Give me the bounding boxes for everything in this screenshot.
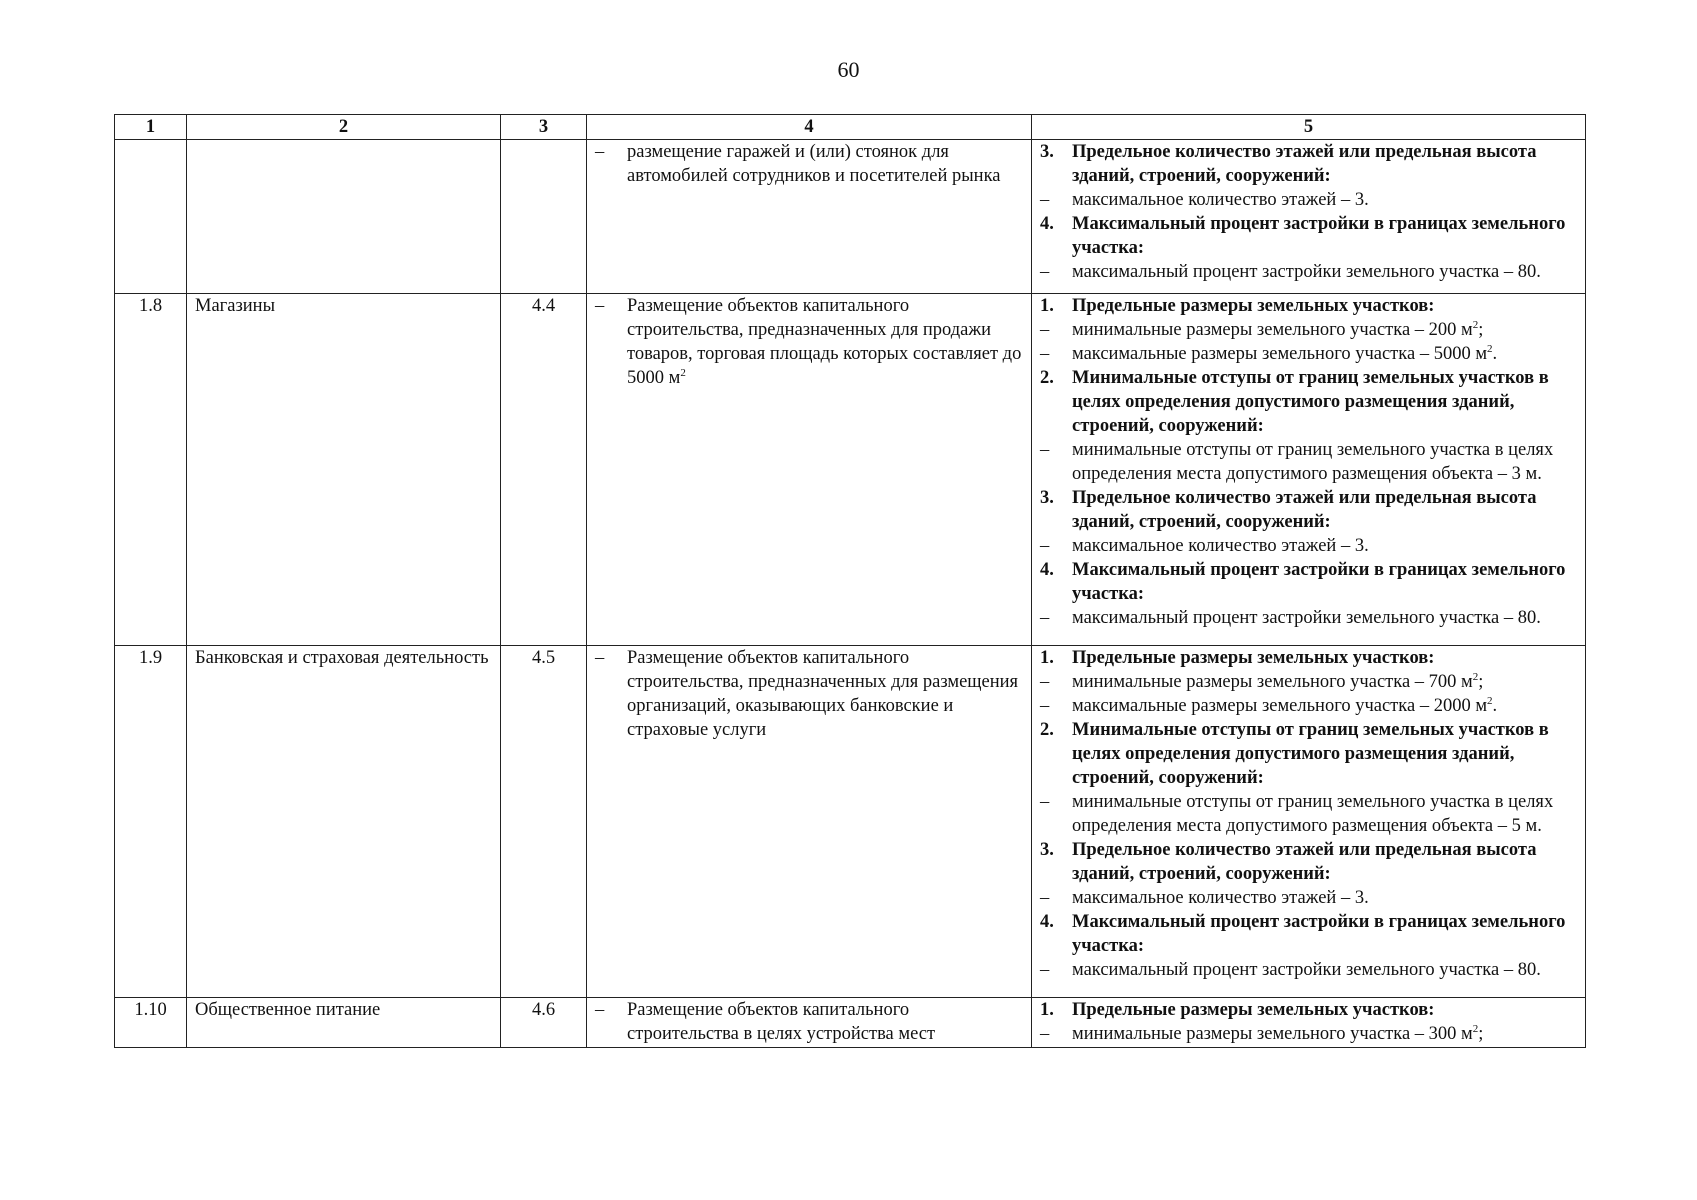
parameter-text-wrap [1072, 606, 1577, 630]
number-marker: 1. [1040, 1000, 1054, 1020]
dash-marker: – [1040, 696, 1050, 716]
parameter-text-wrap [1072, 212, 1577, 260]
number-marker: 4. [1040, 214, 1054, 234]
parameter-text-wrap [1072, 534, 1577, 558]
use-description [587, 998, 1032, 1048]
parameter-heading [1040, 294, 1577, 318]
parameter-item [1040, 342, 1577, 366]
dash-marker: – [595, 296, 605, 316]
number-marker: 3. [1040, 142, 1054, 162]
dash-marker: – [595, 1000, 605, 1020]
page-number: 60 [837, 57, 860, 82]
parameter-text: минимальные отступы от границ земельного участка в целях определения места допустимого размещения объекта – 5 м. [1072, 792, 1554, 836]
parameter-text: максимальный процент застройки земельного участка – 80. [1072, 960, 1541, 980]
table-row [115, 140, 1586, 294]
header-cell: 5 [1032, 115, 1586, 140]
parameter-item [1040, 1022, 1577, 1046]
parameter-text: максимальные размеры земельного участка – 5000 м [1072, 344, 1488, 364]
parameter-text-wrap [1072, 790, 1577, 838]
dash-marker: – [1040, 344, 1050, 364]
dash-marker: – [1040, 262, 1050, 282]
parameter-text: Минимальные отступы от границ земельных участков в целях определения допустимого размещения зданий, строений, сооружений: [1072, 368, 1549, 436]
description-text-wrap [627, 140, 1023, 188]
superscript: 2 [1487, 694, 1493, 707]
parameter-item [1040, 606, 1577, 630]
use-description [587, 140, 1032, 294]
number-marker: 1. [1040, 648, 1054, 668]
parameter-text: максимальное количество этажей – 3. [1072, 888, 1369, 908]
parameter-text: Минимальные отступы от границ земельных участков в целях определения допустимого размещения зданий, строений, сооружений: [1072, 720, 1549, 788]
parameter-text-wrap [1072, 294, 1577, 318]
dash-marker: – [1040, 960, 1050, 980]
superscript: 2 [1487, 342, 1493, 355]
parameter-text-wrap [1072, 558, 1577, 606]
number-marker: 2. [1040, 720, 1054, 740]
parameter-text-wrap [1072, 188, 1577, 212]
parameter-text: Предельные размеры земельных участков: [1072, 296, 1435, 316]
parameter-text-wrap [1072, 438, 1577, 486]
row-number: 1.8 [115, 294, 187, 646]
parameter-text-wrap [1072, 260, 1577, 284]
parameter-text-wrap [1072, 838, 1577, 886]
table-row [115, 646, 1586, 998]
number-marker: 1. [1040, 296, 1054, 316]
parameter-item [1040, 188, 1577, 212]
use-name: Общественное питание [187, 998, 501, 1048]
parameter-heading [1040, 486, 1577, 534]
parameter-text: Максимальный процент застройки в границах земельного участка: [1072, 912, 1566, 956]
row-number [115, 140, 187, 294]
punctuation: ; [1478, 672, 1484, 692]
dash-marker: – [1040, 440, 1050, 460]
number-marker: 3. [1040, 488, 1054, 508]
dash-marker: – [1040, 1024, 1050, 1044]
use-code: 4.5 [501, 646, 587, 998]
parameters [1032, 998, 1586, 1048]
parameter-text-wrap [1072, 646, 1577, 670]
parameter-text: максимальный процент застройки земельного участка – 80. [1072, 608, 1541, 628]
parameters [1032, 140, 1586, 294]
parameters [1032, 294, 1586, 646]
description-line [595, 140, 1023, 188]
parameter-item [1040, 886, 1577, 910]
row-number: 1.9 [115, 646, 187, 998]
parameter-text: Максимальный процент застройки в границах земельного участка: [1072, 560, 1566, 604]
description-text-wrap [627, 646, 1023, 742]
superscript: 2 [680, 366, 686, 379]
description-line [595, 998, 1023, 1046]
punctuation: . [1492, 344, 1498, 364]
number-marker: 3. [1040, 840, 1054, 860]
description-text: Размещение объектов капитального строительства в целях устройства мест [627, 1000, 936, 1044]
table-body [115, 140, 1586, 1048]
parameter-heading [1040, 646, 1577, 670]
table-row [115, 294, 1586, 646]
dash-marker: – [1040, 320, 1050, 340]
parameters [1032, 646, 1586, 998]
parameter-text: максимальное количество этажей – 3. [1072, 190, 1369, 210]
dash-marker: – [1040, 608, 1050, 628]
use-name: Магазины [187, 294, 501, 646]
use-code: 4.4 [501, 294, 587, 646]
parameter-text: Предельные размеры земельных участков: [1072, 648, 1435, 668]
use-code: 4.6 [501, 998, 587, 1048]
parameter-text: минимальные размеры земельного участка – 300 м [1072, 1024, 1473, 1044]
parameter-heading [1040, 140, 1577, 188]
header-cell: 3 [501, 115, 587, 140]
dash-marker: – [1040, 536, 1050, 556]
header-cell: 1 [115, 115, 187, 140]
parameter-text: минимальные отступы от границ земельного участка в целях определения места допустимого размещения объекта – 3 м. [1072, 440, 1554, 484]
number-marker: 4. [1040, 560, 1054, 580]
parameter-text-wrap [1072, 342, 1577, 366]
parameter-item [1040, 670, 1577, 694]
parameter-text: Предельное количество этажей или предельная высота зданий, строений, сооружений: [1072, 840, 1537, 884]
parameter-text-wrap [1072, 958, 1577, 982]
parameter-item [1040, 958, 1577, 982]
description-text: Размещение объектов капитального строительства, предназначенных для продажи товаров, торговая площадь которых составляет до 5000 м [627, 296, 1022, 388]
dash-marker: – [1040, 190, 1050, 210]
regulations-table [114, 114, 1586, 1048]
description-text-wrap [627, 998, 1023, 1046]
parameter-item [1040, 318, 1577, 342]
parameter-text-wrap [1072, 366, 1577, 438]
parameter-item [1040, 438, 1577, 486]
parameter-text: максимальные размеры земельного участка – 2000 м [1072, 696, 1488, 716]
parameter-text-wrap [1072, 694, 1577, 718]
parameter-text: Предельные размеры земельных участков: [1072, 1000, 1435, 1020]
parameter-heading [1040, 558, 1577, 606]
punctuation: ; [1478, 1024, 1484, 1044]
table-header [115, 115, 1586, 140]
parameter-text: минимальные размеры земельного участка – 700 м [1072, 672, 1473, 692]
superscript: 2 [1472, 670, 1479, 683]
use-name [187, 140, 501, 294]
parameter-heading [1040, 838, 1577, 886]
superscript: 2 [1472, 318, 1479, 331]
parameter-text-wrap [1072, 910, 1577, 958]
parameter-text-wrap [1072, 318, 1577, 342]
use-description [587, 646, 1032, 998]
table-row [115, 998, 1586, 1048]
use-name: Банковская и страховая деятельность [187, 646, 501, 998]
parameter-text-wrap [1072, 140, 1577, 188]
parameter-item [1040, 534, 1577, 558]
description-text-wrap [627, 294, 1023, 390]
parameter-text: максимальное количество этажей – 3. [1072, 536, 1369, 556]
parameter-heading [1040, 366, 1577, 438]
use-code [501, 140, 587, 294]
parameter-text-wrap [1072, 1022, 1577, 1046]
number-marker: 2. [1040, 368, 1054, 388]
header-cell: 4 [587, 115, 1032, 140]
description-text: размещение гаражей и (или) стоянок для автомобилей сотрудников и посетителей рынка [627, 142, 1001, 186]
description-line [595, 294, 1023, 390]
parameter-text: Максимальный процент застройки в границах земельного участка: [1072, 214, 1566, 258]
dash-marker: – [595, 142, 605, 162]
parameter-item [1040, 694, 1577, 718]
parameter-text-wrap [1072, 998, 1577, 1022]
parameter-text-wrap [1072, 670, 1577, 694]
header-row [115, 115, 1586, 140]
header-cell: 2 [187, 115, 501, 140]
parameter-text: Предельное количество этажей или предельная высота зданий, строений, сооружений: [1072, 142, 1537, 186]
number-marker: 4. [1040, 912, 1054, 932]
dash-marker: – [1040, 672, 1050, 692]
dash-marker: – [1040, 792, 1050, 812]
use-description [587, 294, 1032, 646]
superscript: 2 [1472, 1022, 1479, 1035]
punctuation: . [1492, 696, 1498, 716]
parameter-text: минимальные размеры земельного участка – 200 м [1072, 320, 1473, 340]
parameter-text-wrap [1072, 486, 1577, 534]
parameter-text: максимальный процент застройки земельного участка – 80. [1072, 262, 1541, 282]
description-line [595, 646, 1023, 742]
parameter-text: Предельное количество этажей или предельная высота зданий, строений, сооружений: [1072, 488, 1537, 532]
parameter-heading [1040, 718, 1577, 790]
parameter-text-wrap [1072, 886, 1577, 910]
description-text: Размещение объектов капитального строительства, предназначенных для размещения организаций, оказывающих банковские и страховые услуги [627, 648, 1019, 740]
dash-marker: – [1040, 888, 1050, 908]
parameter-text-wrap [1072, 718, 1577, 790]
dash-marker: – [595, 648, 605, 668]
parameter-heading [1040, 998, 1577, 1022]
parameter-heading [1040, 212, 1577, 260]
parameter-item [1040, 790, 1577, 838]
punctuation: ; [1478, 320, 1484, 340]
row-number: 1.10 [115, 998, 187, 1048]
parameter-item [1040, 260, 1577, 284]
parameter-heading [1040, 910, 1577, 958]
